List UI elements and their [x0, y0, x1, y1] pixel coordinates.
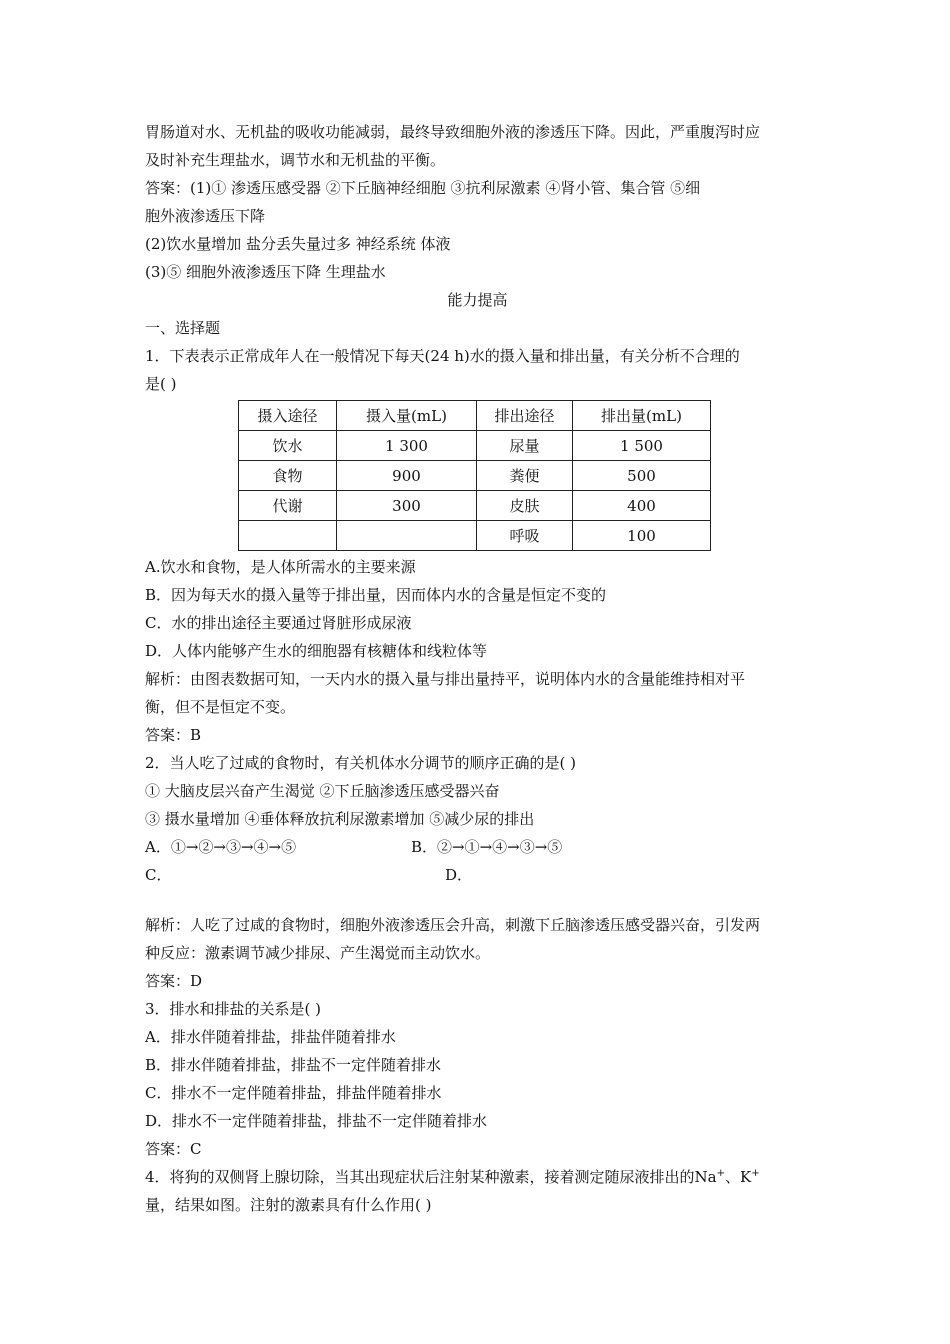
table-cell: 400 [573, 491, 711, 521]
table-cell: 粪便 [477, 461, 573, 491]
q1-stem-line-1: 1．下表表示正常成年人在一般情况下每天(24 h)水的摄入量和排出量，有关分析不合理的 [145, 347, 740, 365]
q2-option-b: B．②→①→④→③→⑤ [411, 838, 563, 856]
q1-option-c: C．水的排出途径主要通过肾脏形成尿液 [145, 614, 412, 632]
answer-part3: (3)⑤ 细胞外液渗透压下降 生理盐水 [145, 263, 386, 281]
table-header-cell: 摄入量(mL) [337, 401, 477, 431]
table-row [239, 431, 711, 461]
table-cell: 皮肤 [477, 491, 573, 521]
k-superscript: + [751, 1168, 760, 1179]
table-cell [239, 521, 337, 551]
q2-items-line-2: ③ 摄水量增加 ④垂体释放抗利尿激素增加 ⑤减少尿的排出 [145, 810, 535, 828]
table-header-cell: 排出量(mL) [573, 401, 711, 431]
table-cell: 呼吸 [477, 521, 573, 551]
q2-options-ab [145, 833, 810, 861]
section-title: 能力提高 [447, 291, 508, 309]
table-header-row [239, 401, 711, 431]
q2-option-c: C． [145, 866, 172, 884]
q1-stem-line-2: 是( ) [145, 375, 177, 393]
q3-option-d: D．排水不一定伴随着排盐，排盐不一定伴随着排水 [145, 1112, 488, 1130]
table-cell: 尿量 [477, 431, 573, 461]
q1-option-d: D．人体内能够产生水的细胞器有核糖体和线粒体等 [145, 642, 488, 660]
table-row [239, 491, 711, 521]
q3-option-a: A．排水伴随着排盐，排盐伴随着排水 [145, 1028, 396, 1046]
blank-space [145, 889, 810, 911]
table-cell: 900 [337, 461, 477, 491]
q4-separator: 、K [725, 1168, 752, 1186]
intro-line-1: 胃肠道对水、无机盐的吸收功能减弱，最终导致细胞外液的渗透压下降。因此，严重腹泻时应 [145, 123, 761, 141]
q2-analysis-line-1: 解析：人吃了过咸的食物时，细胞外液渗透压会升高，刺激下丘脑渗透压感受器兴奋，引发两 [145, 916, 761, 934]
q3-option-b: B．排水伴随着排盐，排盐不一定伴随着排水 [145, 1056, 442, 1074]
q2-option-a: A．①→②→③→④→⑤ [145, 838, 297, 856]
q2-option-d: D． [445, 866, 473, 884]
table-cell: 1 300 [337, 431, 477, 461]
table-cell: 1 500 [573, 431, 711, 461]
table-cell: 饮水 [239, 431, 337, 461]
q2-options-cd [145, 861, 810, 889]
q2-stem: 2．当人吃了过咸的食物时，有关机体水分调节的顺序正确的是( ) [145, 754, 577, 772]
table-cell: 代谢 [239, 491, 337, 521]
q1-analysis-line-1: 解析：由图表数据可知，一天内水的摄入量与排出量持平，说明体内水的含量能维持相对平 [145, 670, 746, 688]
q2-answer: 答案：D [145, 972, 203, 990]
intro-line-2: 及时补充生理盐水，调节水和无机盐的平衡。 [145, 151, 446, 169]
q1-analysis-line-2: 衡，但不是恒定不变。 [145, 698, 296, 716]
q1-answer: 答案：B [145, 726, 202, 744]
q4-stem-line-1 [145, 1163, 810, 1191]
q3-answer: 答案：C [145, 1140, 202, 1158]
q2-items-line-1: ① 大脑皮层兴奋产生渴觉 ②下丘脑渗透压感受器兴奋 [145, 782, 500, 800]
q3-stem: 3．排水和排盐的关系是( ) [145, 1000, 322, 1018]
table-cell [337, 521, 477, 551]
q2-analysis-line-2: 种反应：激素调节减少排尿、产生渴觉而主动饮水。 [145, 944, 491, 962]
table-cell: 100 [573, 521, 711, 551]
na-superscript: + [716, 1168, 726, 1179]
q1-option-b: B．因为每天水的摄入量等于排出量，因而体内水的含量是恒定不变的 [145, 586, 607, 604]
table-cell: 300 [337, 491, 477, 521]
q4-stem-text: 4．将狗的双侧肾上腺切除，当其出现症状后注射某种激素，接着测定随尿液排出的Na [145, 1168, 717, 1186]
q4-stem-line-2: 量，结果如图。注射的激素具有什么作用( ) [145, 1196, 432, 1214]
table-row [239, 521, 711, 551]
answer-part2: (2)饮水量增加 盐分丢失量过多 神经系统 体液 [145, 235, 451, 253]
document-page [145, 118, 810, 1219]
answer-part1-b: 胞外液渗透压下降 [145, 207, 266, 225]
q3-option-c: C．排水不一定伴随着排盐，排盐伴随着排水 [145, 1084, 442, 1102]
section-type: 一、选择题 [145, 319, 221, 337]
table-cell: 500 [573, 461, 711, 491]
q1-option-a: A.饮水和食物，是人体所需水的主要来源 [145, 558, 416, 576]
table-cell: 食物 [239, 461, 337, 491]
water-balance-table [238, 400, 711, 551]
table-header-cell: 摄入途径 [239, 401, 337, 431]
answer-part1-a: 答案：(1)① 渗透压感受器 ②下丘脑神经细胞 ③抗利尿激素 ④肾小管、集合管 ⑤细 [145, 179, 701, 197]
table-row [239, 461, 711, 491]
table-header-cell: 排出途径 [477, 401, 573, 431]
